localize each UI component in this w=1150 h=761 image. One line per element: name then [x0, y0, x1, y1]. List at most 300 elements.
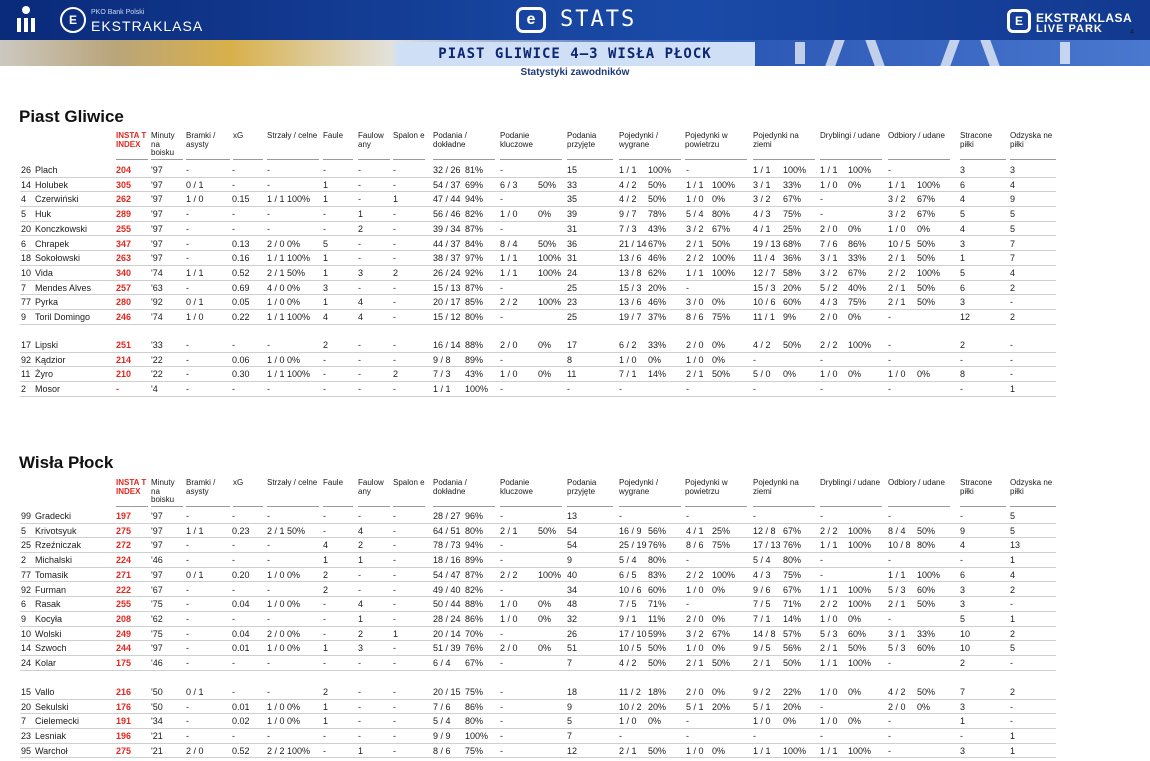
stat-cell: 10 / 2: [619, 701, 642, 712]
stat-cell: 100%: [465, 731, 489, 742]
player-name: Chrapek: [35, 238, 70, 249]
stat-cell: 0%: [848, 179, 862, 190]
stat-cell: 14 / 8: [753, 628, 776, 639]
stat-cell: 92%: [465, 267, 484, 278]
stat-cell: 100%: [848, 584, 872, 595]
stat-cell: 4 / 3: [820, 297, 838, 308]
stat-cell: 20%: [712, 701, 731, 712]
stat-cell: 7 / 1: [619, 369, 637, 380]
instat-index: 196: [116, 731, 132, 742]
stat-cell: 7: [1010, 253, 1016, 264]
stat-cell: '97: [151, 165, 163, 175]
table-header-row: [20, 132, 1056, 160]
stat-cell: 9 / 5: [753, 643, 771, 654]
stat-cell: 100%: [848, 525, 872, 536]
column-header: Podanie kluczowe: [500, 132, 562, 160]
stat-cell: 5: [960, 209, 966, 220]
stat-cell: -: [393, 658, 396, 668]
stat-cell: -: [1010, 658, 1013, 668]
stat-cell: 50%: [917, 238, 936, 249]
stat-cell: -: [186, 253, 189, 264]
stat-cell: 54: [567, 525, 578, 536]
stat-cell: -: [1010, 354, 1013, 365]
stat-cell: 9 / 8: [433, 354, 451, 365]
stat-cell: 9: [567, 555, 573, 566]
stat-cell: -: [323, 511, 326, 521]
stat-cell: 0%: [712, 194, 726, 205]
shirt-number: 77: [21, 297, 32, 308]
stat-cell: -: [186, 555, 189, 566]
stat-cell: 2 / 2: [820, 525, 838, 536]
stat-cell: 24: [567, 267, 578, 278]
stat-cell: 75%: [783, 569, 802, 580]
stat-cell: -: [820, 209, 823, 220]
stat-cell: -: [186, 731, 189, 742]
player-name: Tomasik: [35, 569, 69, 580]
instat-index: 262: [116, 194, 132, 205]
player-name: Żyro: [35, 369, 53, 380]
stat-cell: 60%: [783, 297, 802, 308]
stat-cell: -: [358, 731, 361, 742]
stat-cell: -: [232, 179, 235, 190]
table-row: [20, 281, 1056, 296]
column-header: Pojedynki w powietrzu: [685, 132, 747, 160]
stat-cell: -: [186, 584, 189, 595]
instat-index: 210: [116, 369, 132, 380]
stat-cell: 0%: [712, 643, 726, 654]
stat-cell: -: [820, 354, 823, 365]
stat-cell: -: [186, 223, 189, 234]
table-row: [20, 266, 1056, 281]
stat-cell: '34: [151, 716, 163, 727]
stat-cell: 89%: [465, 555, 484, 566]
shirt-number: 23: [21, 731, 32, 742]
player-name: Wolski: [35, 628, 62, 639]
stat-cell: -: [393, 540, 396, 551]
stat-cell: 1 / 1: [820, 540, 838, 551]
stat-cell: 85%: [465, 297, 484, 308]
stat-cell: 67%: [712, 223, 731, 234]
stat-cell: 4: [323, 540, 329, 551]
stat-cell: 67%: [783, 194, 802, 205]
stat-cell: 82%: [465, 584, 484, 595]
stat-cell: 1 / 1 100%: [267, 312, 311, 322]
table-row: [20, 353, 1056, 368]
stat-cell: 3: [358, 643, 364, 654]
stat-cell: 12: [960, 312, 971, 322]
stat-cell: 22%: [783, 687, 802, 697]
stat-cell: 1 / 1 100%: [267, 194, 311, 205]
stat-cell: -: [619, 384, 622, 395]
shirt-number: 11: [21, 369, 31, 380]
stat-cell: -: [888, 731, 891, 742]
stat-cell: 50%: [917, 253, 936, 264]
stat-cell: 56%: [783, 643, 802, 654]
stat-cell: 2 / 0: [186, 745, 204, 756]
shirt-number: 17: [21, 340, 32, 350]
stat-cell: 100%: [917, 267, 941, 278]
stat-cell: -: [393, 384, 396, 395]
stat-cell: 100%: [848, 599, 872, 610]
stat-cell: 100%: [848, 540, 872, 551]
stat-cell: -: [393, 525, 396, 536]
stat-cell: 0.15: [232, 194, 250, 205]
stat-cell: 4: [1010, 267, 1016, 278]
stat-cell: 100%: [783, 165, 807, 175]
stat-cell: 10 / 6: [753, 297, 776, 308]
stat-cell: 3: [1010, 165, 1016, 175]
stat-cell: -: [267, 731, 270, 742]
shirt-number: 14: [21, 643, 32, 654]
player-name: Kolar: [35, 658, 57, 668]
shirt-number: 10: [21, 267, 32, 278]
stat-cell: 0%: [538, 613, 552, 624]
stat-cell: 5: [960, 267, 966, 278]
stat-cell: 50%: [538, 179, 557, 190]
stat-cell: 10: [960, 628, 971, 639]
table-row: [20, 207, 1056, 222]
stat-cell: 80%: [917, 540, 936, 551]
stat-cell: -: [500, 511, 503, 521]
stat-cell: 5: [567, 716, 573, 727]
column-header: Faulow any: [358, 132, 390, 160]
stat-cell: 2 / 2: [820, 599, 838, 610]
stat-cell: 2: [323, 687, 329, 697]
stat-cell: 36: [567, 238, 578, 249]
column-header: Pojedynki w powietrzu: [685, 479, 747, 507]
stat-cell: 50%: [538, 238, 557, 249]
shirt-number: 18: [21, 253, 32, 264]
stat-cell: 1 / 0: [820, 369, 838, 380]
stat-cell: -: [358, 658, 361, 668]
player-name: Konczkowski: [35, 223, 88, 234]
stat-cell: 0.69: [232, 282, 250, 293]
stat-cell: 2: [1010, 628, 1016, 639]
stat-cell: 1: [393, 628, 399, 639]
stat-cell: 1: [323, 643, 329, 654]
stat-cell: -: [1010, 716, 1013, 727]
stat-cell: 20 / 17: [433, 297, 461, 308]
stat-cell: '4: [151, 384, 158, 395]
instat-index: 255: [116, 599, 132, 610]
stat-cell: -: [500, 584, 503, 595]
stat-cell: 7 / 5: [753, 599, 771, 610]
stat-cell: -: [393, 223, 396, 234]
stat-cell: 2: [1010, 584, 1016, 595]
instat-index: 246: [116, 312, 132, 322]
column-header: Podania / dokładne: [433, 132, 495, 160]
stat-cell: 9%: [783, 312, 797, 322]
player-name: Huk: [35, 209, 52, 220]
stat-cell: 33: [567, 179, 578, 190]
stat-cell: 2: [358, 628, 364, 639]
stat-cell: 7 / 6: [433, 701, 451, 712]
stat-cell: -: [267, 540, 270, 551]
instat-index: 224: [116, 555, 132, 566]
stat-cell: 2 / 2: [820, 340, 838, 350]
stat-cell: 80%: [465, 525, 484, 536]
stat-cell: 0%: [712, 340, 726, 350]
stat-cell: 4: [1010, 179, 1016, 190]
stat-cell: -: [186, 238, 189, 249]
stat-cell: 100%: [848, 658, 872, 668]
stat-cell: 0%: [848, 716, 862, 727]
stat-cell: -: [888, 613, 891, 624]
stat-cell: -: [820, 384, 823, 395]
table-row: [20, 568, 1056, 583]
column-header: Pojedynki na ziemi: [753, 132, 815, 160]
ekstraklasa-icon: E: [60, 7, 86, 33]
stat-cell: 36%: [783, 253, 802, 264]
stat-cell: 5 / 1: [753, 701, 771, 712]
stat-cell: -: [1010, 599, 1013, 610]
stat-cell: 2: [1010, 282, 1016, 293]
stat-cell: 56%: [648, 525, 667, 536]
stat-cell: 14%: [783, 613, 802, 624]
stat-cell: 4 / 3: [753, 209, 771, 220]
stat-cell: 3 / 2: [820, 267, 838, 278]
stat-cell: '63: [151, 282, 163, 293]
stat-cell: -: [232, 584, 235, 595]
player-name: Kocyła: [35, 613, 63, 624]
stat-cell: 0%: [538, 369, 552, 380]
stat-cell: -: [393, 584, 396, 595]
instat-index: 263: [116, 253, 132, 264]
stat-cell: -: [323, 369, 326, 380]
stat-cell: 3 / 1: [820, 253, 838, 264]
stat-cell: 3: [323, 282, 329, 293]
stat-cell: '97: [151, 569, 163, 580]
page-number: 4: [1130, 29, 1134, 36]
stat-cell: 1: [323, 194, 329, 205]
stat-cell: 0.52: [232, 267, 250, 278]
stat-cell: '67: [151, 584, 163, 595]
stat-cell: -: [686, 511, 689, 521]
stat-cell: -: [753, 384, 756, 395]
table-row: [20, 597, 1056, 612]
stat-cell: 1 / 0 0%: [267, 701, 301, 712]
stat-cell: 33%: [848, 253, 867, 264]
stat-cell: 49 / 40: [433, 584, 461, 595]
stat-cell: 87%: [465, 223, 484, 234]
stat-cell: 32 / 26: [433, 165, 461, 175]
stat-cell: -: [960, 384, 963, 395]
stat-cell: -: [358, 354, 361, 365]
stat-cell: -: [358, 687, 361, 697]
stat-cell: 23: [567, 297, 578, 308]
stat-cell: 9 / 9: [433, 731, 451, 742]
shirt-number: 14: [21, 179, 32, 190]
stat-cell: -: [232, 384, 235, 395]
shirt-number: 95: [21, 745, 32, 756]
stat-cell: -: [358, 194, 361, 205]
instat-index: 175: [116, 658, 132, 668]
stat-cell: 1: [358, 745, 364, 756]
table-row: [20, 656, 1056, 671]
stat-cell: 15 / 12: [433, 312, 461, 322]
stat-cell: -: [323, 599, 326, 610]
stat-cell: 0.01: [232, 701, 250, 712]
stat-cell: -: [186, 354, 189, 365]
stat-cell: -: [323, 223, 326, 234]
stat-cell: 8 / 4: [500, 238, 518, 249]
stat-cell: 100%: [538, 253, 562, 264]
stat-cell: -: [686, 716, 689, 727]
stat-cell: 100%: [848, 165, 872, 175]
stat-cell: -: [393, 209, 396, 220]
stat-cell: -: [888, 384, 891, 395]
stat-cell: 50%: [783, 658, 802, 668]
stat-cell: 0.02: [232, 716, 250, 727]
stat-cell: -: [393, 701, 396, 712]
column-header: Minuty na boisku: [151, 132, 183, 160]
stat-cell: 26: [567, 628, 578, 639]
stat-cell: 5 / 1: [686, 701, 704, 712]
stat-cell: 0.04: [232, 599, 250, 610]
stat-cell: -: [393, 613, 396, 624]
stat-cell: 11 / 1: [753, 312, 775, 322]
stat-cell: 67%: [848, 267, 867, 278]
stat-cell: 82%: [465, 209, 484, 220]
stat-cell: 2 / 1: [888, 253, 906, 264]
table-row: [20, 178, 1056, 193]
table-row: [20, 367, 1056, 382]
table-row: [20, 627, 1056, 642]
column-header: Bramki / asysty: [186, 479, 230, 507]
stat-cell: -: [686, 165, 689, 175]
stat-cell: 5: [1010, 511, 1016, 521]
stat-cell: 25 / 19: [619, 540, 647, 551]
stat-cell: 62%: [648, 267, 667, 278]
stat-cell: -: [960, 555, 963, 566]
shirt-number: 6: [21, 238, 27, 249]
stat-cell: 38 / 37: [433, 253, 461, 264]
stat-cell: 8 / 6: [433, 745, 451, 756]
stat-cell: '46: [151, 555, 163, 566]
stat-cell: -: [267, 223, 270, 234]
stat-cell: -: [500, 628, 503, 639]
stat-cell: -: [686, 282, 689, 293]
shirt-number: 77: [21, 569, 32, 580]
stat-cell: 43%: [465, 369, 484, 380]
stat-cell: 2 / 1 50%: [267, 525, 306, 536]
stat-cell: -: [186, 369, 189, 380]
shirt-number: 7: [21, 282, 27, 293]
table-row: [20, 744, 1056, 759]
table-row: [20, 163, 1056, 178]
stat-cell: 0%: [712, 613, 726, 624]
stat-cell: -: [1010, 340, 1013, 350]
instat-index: 176: [116, 701, 132, 712]
stat-cell: 32: [567, 613, 578, 624]
stat-cell: 31: [567, 223, 578, 234]
stat-cell: 88%: [465, 340, 484, 350]
stat-cell: -: [500, 223, 503, 234]
stat-cell: 13 / 8: [619, 267, 642, 278]
pko-bank-logo: [8, 4, 44, 36]
stat-cell: -: [358, 253, 361, 264]
stat-cell: 2 / 1: [686, 658, 704, 668]
stat-cell: 2 / 0: [686, 340, 704, 350]
table-row: [20, 222, 1056, 237]
stat-cell: 1 / 1: [753, 745, 771, 756]
stat-cell: 40%: [848, 282, 867, 293]
player-name: Szwoch: [35, 643, 67, 654]
stat-cell: 5: [1010, 209, 1016, 220]
stat-cell: -: [500, 687, 503, 697]
stat-cell: -: [267, 209, 270, 220]
column-header: Odzyska ne piłki: [1010, 132, 1056, 160]
stat-cell: -: [686, 599, 689, 610]
stat-cell: 0%: [848, 369, 862, 380]
stat-cell: 3: [960, 238, 966, 249]
table-row: [20, 700, 1056, 715]
instat-index: 275: [116, 525, 132, 536]
stat-cell: 60%: [848, 628, 867, 639]
stat-cell: 3 / 2: [686, 223, 704, 234]
stat-cell: 5 / 4: [433, 716, 451, 727]
stat-cell: 1 / 0: [686, 643, 704, 654]
stat-cell: 33%: [917, 628, 936, 639]
table-row: [20, 509, 1056, 524]
table-header-row: [20, 479, 1056, 507]
stat-cell: -: [323, 209, 326, 220]
stat-cell: 0 / 1: [186, 569, 204, 580]
instat-index: 289: [116, 209, 132, 220]
stat-cell: -: [267, 340, 270, 350]
stat-cell: 34: [567, 584, 578, 595]
stat-cell: 35: [567, 194, 578, 205]
instat-index: 191: [116, 716, 132, 727]
stat-cell: 15 / 3: [753, 282, 776, 293]
stat-cell: 67%: [465, 658, 484, 668]
stat-cell: 7: [960, 687, 966, 697]
shirt-number: 24: [21, 658, 32, 668]
stat-cell: -: [232, 165, 235, 175]
stat-cell: 1: [960, 253, 966, 264]
stat-cell: 100%: [712, 569, 736, 580]
stat-cell: -: [267, 179, 270, 190]
shirt-number: 7: [21, 716, 27, 727]
column-header: Pojedynki na ziemi: [753, 479, 815, 507]
instat-index: 305: [116, 179, 132, 190]
stat-cell: 3: [960, 584, 966, 595]
stat-cell: -: [232, 540, 235, 551]
stat-cell: 3: [960, 165, 966, 175]
column-header: Strzały / celne: [267, 132, 319, 160]
stat-cell: 1 / 1: [619, 165, 637, 175]
stat-cell: 1 / 1: [186, 267, 204, 278]
stat-cell: 4: [960, 540, 966, 551]
stat-cell: 78 / 73: [433, 540, 461, 551]
stat-cell: 50%: [648, 179, 667, 190]
stat-cell: -: [393, 731, 396, 742]
instat-index: -: [116, 384, 119, 395]
stat-cell: 1 / 0 0%: [267, 599, 301, 610]
stat-cell: 50%: [648, 643, 667, 654]
stat-cell: 0.23: [232, 525, 250, 536]
stat-cell: 8 / 6: [686, 540, 704, 551]
stat-cell: 18: [567, 687, 578, 697]
stat-cell: -: [393, 179, 396, 190]
stat-cell: 50%: [917, 687, 936, 697]
stat-cell: 43%: [648, 223, 667, 234]
stat-cell: -: [393, 687, 396, 697]
stat-cell: 8: [960, 369, 966, 380]
table-row: [20, 251, 1056, 266]
stat-cell: 9: [1010, 194, 1016, 205]
stat-cell: 67%: [648, 238, 667, 249]
